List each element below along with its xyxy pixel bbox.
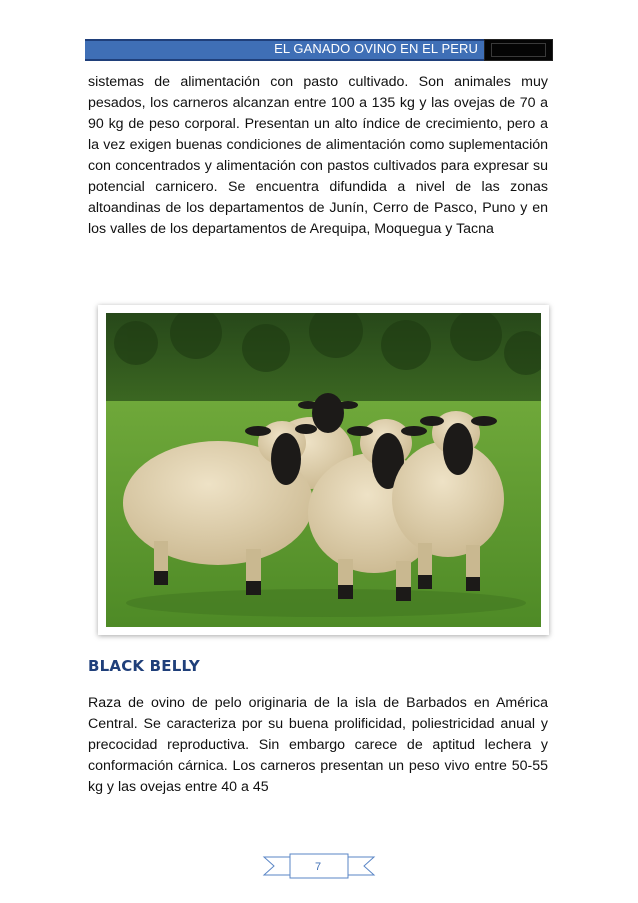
sheep-photo <box>106 313 541 627</box>
body-paragraph-1: sistemas de alimentación con pasto cultivado. Son animales muy pesados, los carneros alcanzan entre 100 a 135 kg y las ovejas de 70 a 90 kg de peso corporal. Presentan un alto índice de crecimiento, pero a la vez exigen buenas condiciones de alimentación como suplementación con concentrados y alimentación con pastos cultivados para expresar su potencial carnicero. Se encuentra difundida a nivel de las zonas altoandinas de los departamentos de Junín, Cerro de Pasco, Puno y en los valles de los departamentos de Arequipa, Moquegua y Tacna <box>88 74 548 237</box>
page-number: 7 <box>314 861 322 873</box>
body-paragraph-2: Raza de ovino de pelo originaria de la isla de Barbados en América Central. Se caracteriza por su buena prolificidad, poliestricidad anual y precocidad reproductiva. Sin embargo carece de aptitud lechera y conformación cárnica. Los carneros presentan un peso vivo entre 50-55 kg y las ovejas entre 40 a 45 <box>88 695 548 795</box>
section-heading-black-belly: BLACK BELLY <box>88 657 200 675</box>
running-header-title: EL GANADO OVINO EN EL PERU <box>274 41 478 56</box>
header-black-block <box>484 39 553 61</box>
sheep-photo-frame <box>98 305 549 635</box>
